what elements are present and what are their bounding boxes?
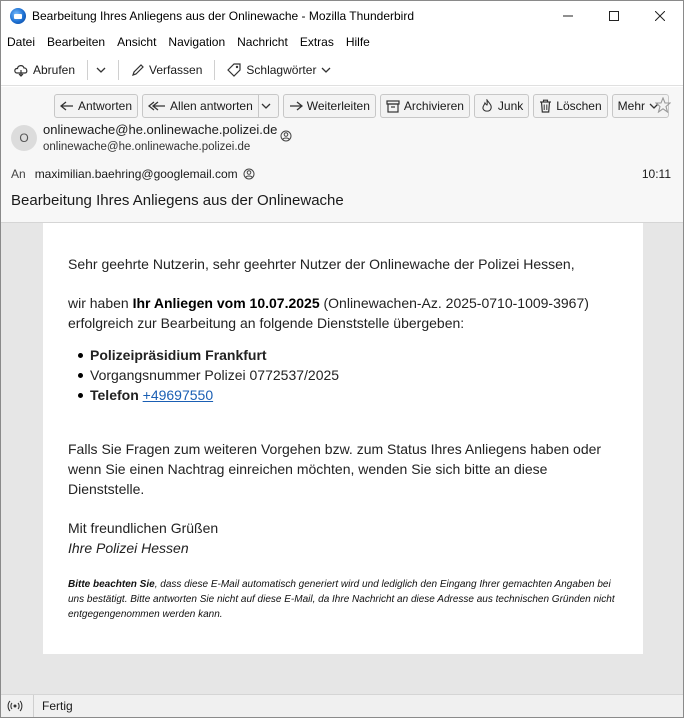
recipient-address[interactable]: maximilian.baehring@googlemail.com xyxy=(34,167,238,181)
sender-address: onlinewache@he.onlinewache.polizei.de xyxy=(43,141,251,153)
questions-line-2: wenn Sie einen Nachtrag einreichen möchten, wenden Sie sich bitte an diese xyxy=(68,461,548,477)
archive-button[interactable] xyxy=(380,94,470,118)
intro-line-2: erfolgreich zur Bearbeitung an folgende Dienststelle übergeben: xyxy=(68,315,465,331)
greeting-text: Sehr geehrte Nutzerin, sehr geehrter Nutzer der Onlinewache der Polizei Hessen, xyxy=(68,256,575,272)
menu-bar xyxy=(1,31,683,53)
menu-navigation[interactable]: Navigation xyxy=(168,35,226,49)
minimize-icon xyxy=(563,11,573,21)
phone-label: Telefon xyxy=(90,387,139,403)
questions-line-3: Dienststelle. xyxy=(68,481,145,497)
archive-icon xyxy=(386,100,400,113)
fetch-button[interactable] xyxy=(7,58,81,82)
delete-button[interactable] xyxy=(533,94,607,118)
reply-button[interactable] xyxy=(54,94,138,118)
reply-icon xyxy=(60,100,74,112)
minimize-button[interactable] xyxy=(545,1,591,31)
status-bar xyxy=(1,694,683,717)
fire-icon xyxy=(480,99,494,113)
menu-hilfe[interactable]: Hilfe xyxy=(345,35,370,49)
thunderbird-logo-icon xyxy=(10,8,26,24)
reply-all-icon xyxy=(148,100,166,112)
title-bar xyxy=(1,1,683,31)
star-icon xyxy=(655,97,671,113)
archive-label: Archivieren xyxy=(403,99,464,113)
cloud-download-icon xyxy=(13,63,29,77)
recipient-line xyxy=(11,167,255,181)
maximize-button[interactable] xyxy=(591,1,637,31)
intro-suffix: (Onlinewachen-Az. 2025-0710-1009-3967) xyxy=(319,295,589,311)
close-button[interactable] xyxy=(637,1,683,31)
main-toolbar xyxy=(1,54,683,86)
trash-icon xyxy=(539,99,552,113)
questions-line-1: Falls Sie Fragen zum weiteren Vorgehen bzw. zum Status Ihres Anliegens haben oder xyxy=(68,441,602,457)
message-time: 10:11 xyxy=(641,167,671,181)
status-text: Fertig xyxy=(42,699,73,713)
list-item xyxy=(90,365,339,385)
phone-link[interactable]: +49697550 xyxy=(142,387,214,403)
chevron-down-icon xyxy=(96,66,106,74)
automatic-email-notice xyxy=(68,577,616,622)
reply-all-button[interactable] xyxy=(142,94,279,118)
case-number: Vorgangsnummer Polizei 0772537/2025 xyxy=(90,367,340,383)
list-item xyxy=(90,385,339,405)
forward-label: Weiterleiten xyxy=(306,99,370,113)
to-label: An xyxy=(11,167,26,181)
menu-datei[interactable]: Datei xyxy=(7,35,36,49)
junk-label: Junk xyxy=(497,99,524,113)
pencil-icon xyxy=(131,63,145,77)
message-body-pane[interactable] xyxy=(1,223,683,695)
intro-bold: Ihr Anliegen vom 10.07.2025 xyxy=(132,295,320,311)
message-content xyxy=(43,223,643,654)
office-name: Polizeipräsidium Frankfurt xyxy=(90,347,267,363)
forward-button[interactable] xyxy=(283,94,376,118)
forward-icon xyxy=(289,100,303,112)
tags-label: Schlagwörter xyxy=(246,62,317,77)
star-button[interactable] xyxy=(655,97,671,116)
menu-nachricht[interactable]: Nachricht xyxy=(237,35,288,49)
reply-all-label: Allen antworten xyxy=(170,99,253,113)
reply-all-dropdown[interactable] xyxy=(258,95,278,117)
compose-button[interactable] xyxy=(125,58,208,82)
toolbar-divider xyxy=(87,60,88,80)
avatar: O xyxy=(11,125,37,151)
message-actions xyxy=(54,94,669,118)
more-label: Mehr xyxy=(617,99,645,113)
tag-icon xyxy=(227,63,242,77)
tags-button[interactable] xyxy=(221,58,341,82)
toolbar-divider xyxy=(118,60,119,80)
window-controls xyxy=(545,1,683,31)
intro-prefix: wir haben xyxy=(68,295,133,311)
compose-label: Verfassen xyxy=(149,62,203,77)
fetch-dropdown-button[interactable] xyxy=(94,58,112,82)
status-divider xyxy=(33,695,34,717)
message-header xyxy=(1,87,683,223)
intro-paragraph xyxy=(68,293,589,313)
list-item xyxy=(90,345,339,365)
office-details-list xyxy=(90,345,339,405)
menu-extras[interactable]: Extras xyxy=(299,35,334,49)
fetch-label: Abrufen xyxy=(33,62,76,77)
closing-text: Mit freundlichen Grüßen xyxy=(68,520,219,536)
sender-name[interactable]: onlinewache@he.onlinewache.polizei.de xyxy=(43,122,278,137)
online-status-icon[interactable] xyxy=(7,699,31,713)
close-icon xyxy=(655,11,665,21)
chevron-down-icon xyxy=(261,102,271,110)
menu-ansicht[interactable]: Ansicht xyxy=(117,35,157,49)
maximize-icon xyxy=(609,11,619,21)
delete-label: Löschen xyxy=(556,99,602,113)
reply-label: Antworten xyxy=(78,99,133,113)
signature-text: Ihre Polizei Hessen xyxy=(68,540,189,556)
window-title: Bearbeitung Ihres Anliegens aus der Onlinewache - Mozilla Thunderbird xyxy=(32,9,415,23)
notice-text: , dass diese E-Mail automatisch generiert wird und lediglich den Eingang Ihrer gemachten Angaben bei uns bestätigt. Bitte antworten Sie nicht auf diese E-Mail, da Ihre Nachricht an diese Adresse aus technischen Gründen nicht entgegengenommen werden kann. xyxy=(68,579,615,620)
chevron-down-icon xyxy=(321,66,331,74)
notice-bold: Bitte beachten Sie xyxy=(68,579,155,590)
junk-button[interactable] xyxy=(474,94,529,118)
message-subject: Bearbeitung Ihres Anliegens aus der Onlinewache xyxy=(11,192,344,209)
contact-status-icon xyxy=(280,130,292,145)
menu-bearbeiten[interactable]: Bearbeiten xyxy=(47,35,106,49)
toolbar-divider xyxy=(214,60,215,80)
contact-status-icon xyxy=(243,168,255,180)
